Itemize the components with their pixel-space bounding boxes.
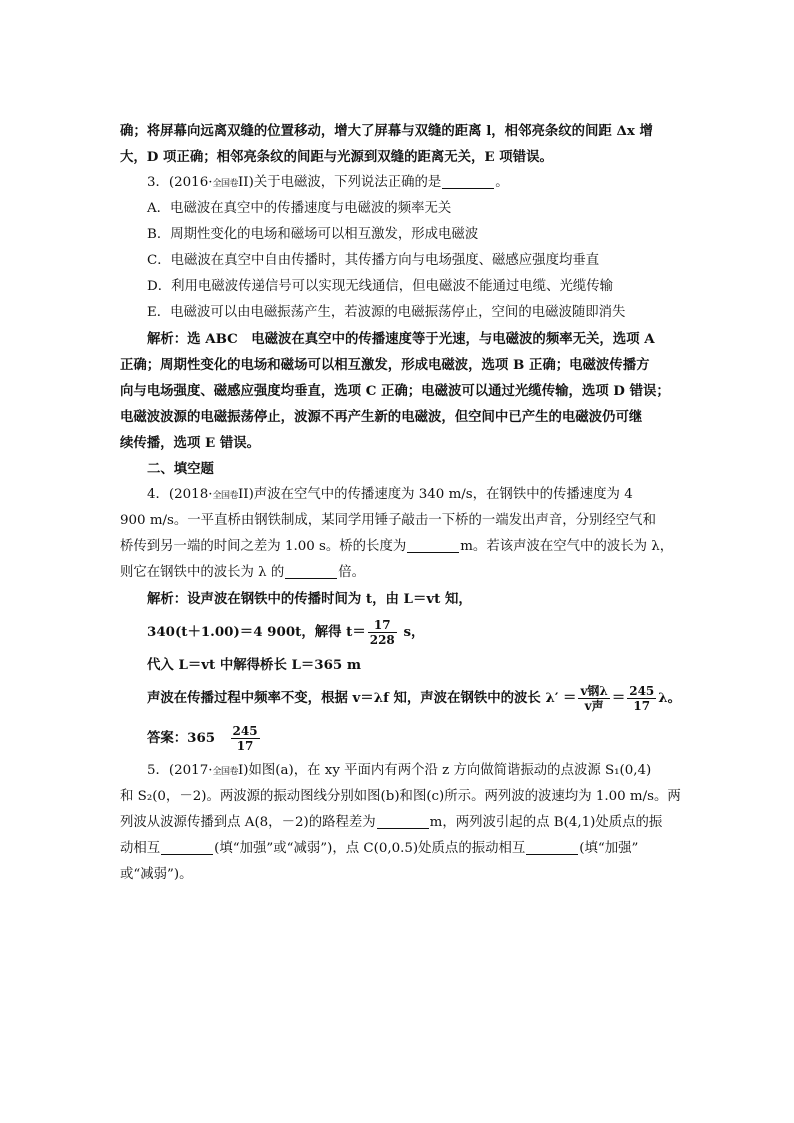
answer-blank <box>161 838 213 855</box>
question-3-option: C．电磁波在真空中自由传播时，其传播方向与电场强度、磁感应强度均垂直 <box>147 253 600 268</box>
question-3-analysis: 电磁波波源的电磁振荡停止，波源不再产生新的电磁波，但空间中已产生的电磁波仍可继 <box>120 409 643 425</box>
question-4-stem: 4．(2018·全国卷II)声波在空气中的传播速度为 340 m/s，在钢铁中的传播速度为 4 <box>147 487 633 502</box>
question-3-option: B．周期性变化的电场和磁场可以相互激发，形成电磁波 <box>147 227 479 242</box>
question-5-stem: 5．(2017·全国卷I)如图(a)，在 xy 平面内有两个沿 z 方向做简谐振动的点波源 S₁(0,4) <box>147 763 652 778</box>
question-4-answer: 答案：365 $\frac{245}{17}$ <box>147 724 258 753</box>
question-5-stem: 和 S₂(0，－2)。两波源的振动图线分别如图(b)和图(c)所示。两列波的波速均为 1.00 m/s。两 <box>120 789 681 804</box>
fraction: $\frac{245}{17}$ <box>232 724 258 753</box>
question-4-analysis: 340(t＋1.00)＝4 900t，解得 t＝ $\frac{17}{228}$ s， <box>147 618 425 647</box>
question-3-stem: 3．(2016·全国卷II)关于电磁波，下列说法正确的是 。 <box>120 170 676 196</box>
question-5-stem: 或“减弱”)。 <box>120 867 193 882</box>
question-5-stem: 动相互 (填“加强”或“减弱”)，点 C(0,0.5)处质点的振动相互 (填“加强” <box>120 836 676 862</box>
question-4-analysis: 声波在传播过程中频率不变，根据 v＝λf 知，声波在钢铁中的波长 λ′ ＝ $\frac{\text{v钢λ}}{\text{v声}}$ ＝ $\frac{245}{17}$ λ。 <box>147 684 682 713</box>
answer-blank <box>407 536 459 553</box>
source-label: 全国卷 <box>212 767 238 777</box>
answer-blank <box>526 838 578 855</box>
prev-answer-line-1: 确；将屏幕向远离双缝的位置移动，增大了屏幕与双缝的距离 l，相邻亮条纹的间距 Δx 增 <box>120 123 653 139</box>
question-3-analysis: 解析：选 ABC 电磁波在真空中的传播速度等于光速，与电磁波的频率无关，选项 A <box>147 331 655 347</box>
fraction: $\frac{245}{17}$ <box>629 684 655 713</box>
question-3-option: E．电磁波可以由电磁振荡产生，若波源的电磁振荡停止，空间的电磁波随即消失 <box>147 305 626 320</box>
question-3-analysis: 续传播，选项 E 错误。 <box>120 435 261 451</box>
question-4-stem: 900 m/s。一平直桥由钢铁制成，某同学用锤子敲击一下桥的一端发出声音，分别经空气和 <box>120 513 656 528</box>
answer-blank <box>442 172 494 189</box>
question-4-analysis: 代入 L＝vt 中解得桥长 L＝365 m <box>147 657 362 673</box>
fraction: $\frac{\text{v钢λ}}{\text{v声}}$ <box>580 684 608 713</box>
question-3-analysis: 向与电场强度、磁感应强度均垂直，选项 C 正确；电磁波可以通过光缆传输，选项 D 错误； <box>120 383 670 399</box>
document-page <box>120 118 682 888</box>
answer-blank <box>285 562 337 579</box>
question-4-stem: 则它在钢铁中的波长为 λ 的 倍。 <box>120 560 676 586</box>
answer-blank <box>377 812 429 829</box>
question-5-stem: 列波从波源传播到点 A(8，－2)的路程差为 m，两列波引起的点 B(4,1)处质点的振 <box>120 810 676 836</box>
fraction: $\frac{17}{228}$ <box>369 618 395 647</box>
question-4-analysis: 解析：设声波在钢铁中的传播时间为 t，由 L＝vt 知， <box>147 591 472 607</box>
question-3-analysis: 正确；周期性变化的电场和磁场可以相互激发，形成电磁波，选项 B 正确；电磁波传播方 <box>120 357 650 373</box>
source-label: 全国卷 <box>212 491 238 501</box>
source-label: 全国卷 <box>212 179 238 189</box>
section-heading: 二、填空题 <box>147 461 214 477</box>
prev-answer-line-2: 大，D 项正确；相邻亮条纹的间距与光源到双缝的距离无关，E 项错误。 <box>120 149 553 165</box>
question-4-stem: 桥传到另一端的时间之差为 1.00 s。桥的长度为 m。若该声波在空气中的波长为 λ， <box>120 534 676 560</box>
question-3-option: A．电磁波在真空中的传播速度与电磁波的频率无关 <box>147 201 452 216</box>
question-3-option: D．利用电磁波传递信号可以实现无线通信，但电磁波不能通过电缆、光缆传输 <box>147 279 614 294</box>
